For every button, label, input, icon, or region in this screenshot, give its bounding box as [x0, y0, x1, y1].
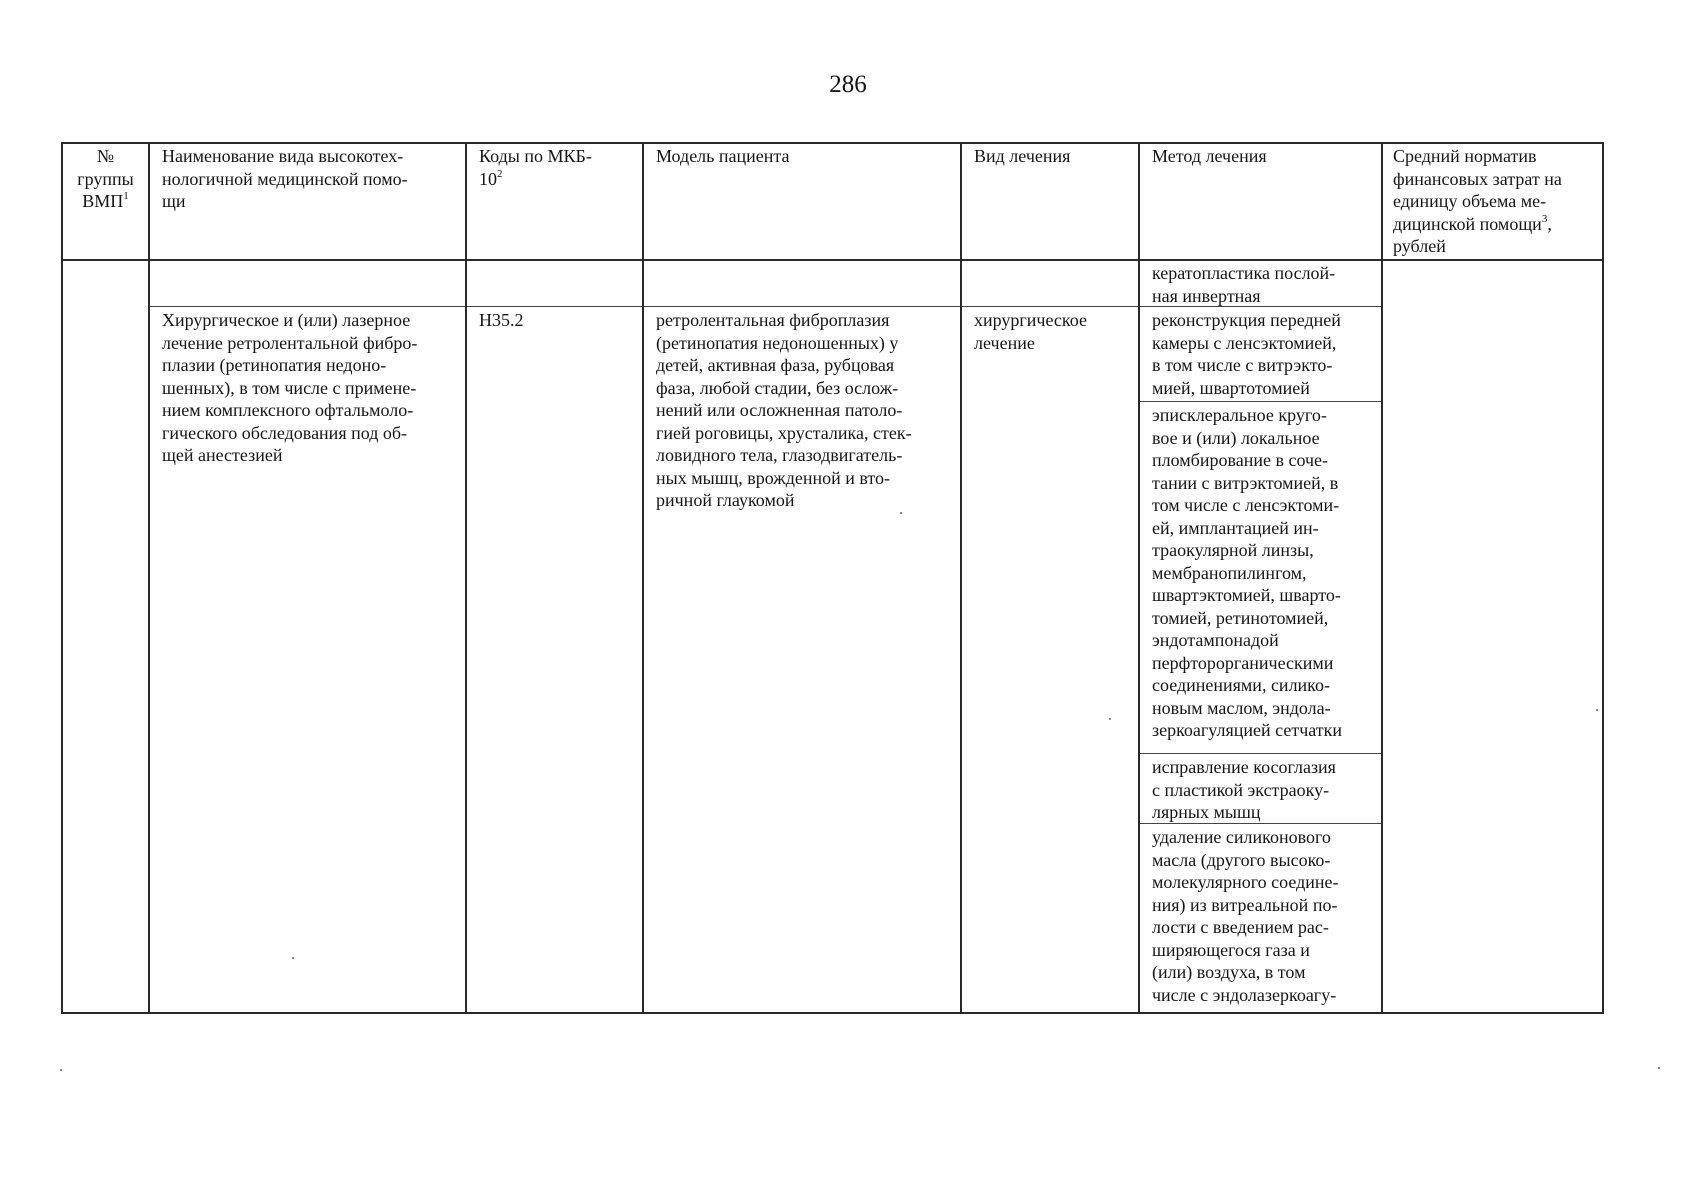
header-icd-codes-text: Коды по МКБ- 10: [479, 146, 592, 189]
header-icd-codes-footnote: 2: [497, 167, 503, 180]
row-icd-code: Н35.2: [479, 310, 524, 330]
row-care-name: Хирургическое и (или) лазерное лечение ретролентальной фибро- плазии (ретинопатия недоно- шенных), в том числе с примене- нием комплексного офтальмоло- гического обследования под об- щей анестезией: [162, 310, 418, 465]
row-patient-model: ретролентальная фиброплазия (ретинопатия недоношенных) у детей, активная фаза, рубцовая фаза, любой стадии, без ослож- нений или осложненная патоло- гией роговицы, хрусталика, стек- ловидного тела, глазодвигатель- ных мышц, врожденной и вто- ричной глаукомой: [656, 310, 912, 510]
scan-speck: [1596, 709, 1598, 711]
column-divider-6: [1381, 142, 1383, 1014]
header-group-number-text: № группы ВМП: [77, 146, 134, 211]
page-number: 286: [829, 71, 867, 98]
row-method-1: реконструкция передней камеры с ленсэктомией, в том числе с витрэкто- мией, швартотомией: [1152, 310, 1341, 398]
row-method-2: эписклеральное круго- вое и (или) локальное пломбирование в соче- тании с витрэктомией, в том числе с ленсэктоми- ей, имплантацией ин- траокулярной линзы, мембранопилингом, швартэктомией, шварто- томией, ретинотомией, эндотампонадой перфторорганическими соединениями, силико- новым маслом, эндола- зеркоагуляцией сетчатки: [1152, 405, 1343, 740]
method-divider-1: [1138, 401, 1381, 402]
header-cost-standard-text: Средний норматив финансовых затрат на единицу объема ме- дицинской помощи: [1393, 146, 1562, 234]
header-group-number: [63, 144, 148, 258]
header-cost-standard-footnote: 3: [1541, 212, 1548, 225]
scan-speck: [1658, 1067, 1660, 1069]
scan-speck: [292, 957, 294, 959]
header-treatment-type: Вид лечения: [974, 146, 1071, 166]
method-divider-2: [1138, 753, 1381, 754]
row-method-3: исправление косоглазия с пластикой экстраоку- лярных мышц: [1152, 757, 1336, 822]
table-right-border: [1602, 142, 1604, 1014]
header-icd-codes: [467, 144, 642, 258]
header-treatment-method: Метод лечения: [1152, 146, 1267, 166]
table-left-border: [61, 142, 63, 1014]
row-method-4: удаление силиконового масла (другого высоко- молекулярного соедине- ния) из витреальной по- лости с введением рас- ширяющегося газа и (или) воздуха, в том числе с эндолазеркоагу-: [1152, 827, 1339, 1005]
header-cost-standard: [1383, 144, 1602, 258]
scan-speck: [60, 1069, 62, 1071]
continuation-method: кератопластика послой- ная инвертная: [1152, 263, 1336, 306]
table-bottom-border: [61, 1012, 1604, 1014]
header-group-number-footnote: 1: [123, 190, 129, 202]
continuation-row-border: [148, 306, 1381, 307]
column-divider-4: [960, 142, 962, 1014]
method-divider-3: [1138, 823, 1381, 824]
header-cost-standard-unit: , рублей: [1393, 213, 1552, 256]
column-divider-2: [465, 142, 467, 1014]
header-patient-model: Модель пациента: [656, 146, 790, 166]
row-treatment-type: хирургическое лечение: [974, 310, 1087, 353]
scan-speck: [900, 512, 902, 514]
header-care-name: Наименование вида высокотех- нологичной медицинской помо- щи: [162, 146, 408, 211]
scan-speck: [1109, 718, 1111, 720]
